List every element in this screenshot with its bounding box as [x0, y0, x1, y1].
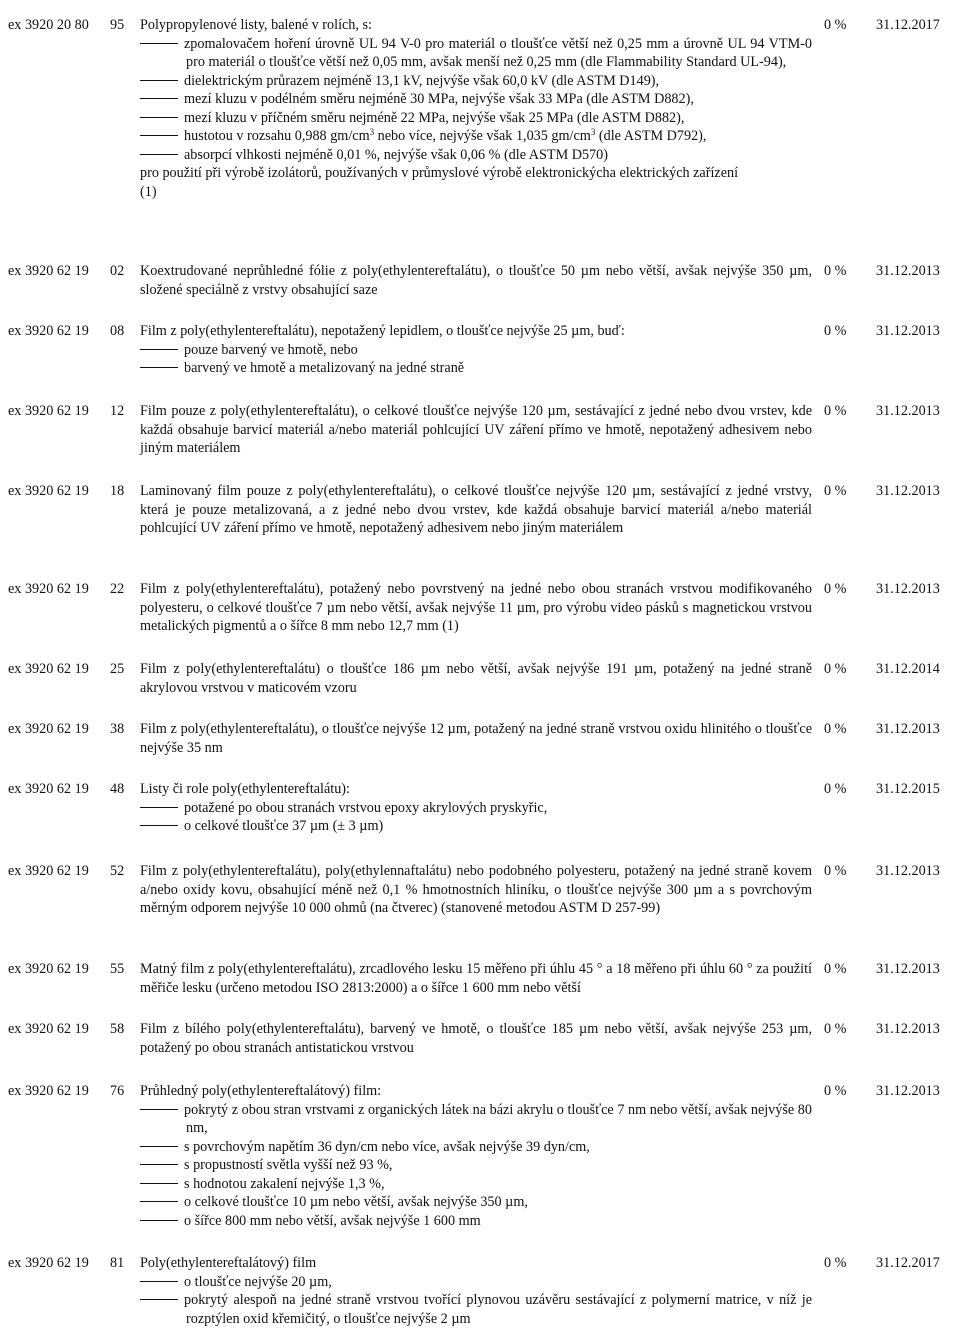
taric-subdivision: 52: [110, 863, 125, 879]
duty-rate: 0 %: [824, 581, 847, 597]
taric-subdivision: 12: [110, 403, 125, 419]
end-date: 31.12.2017: [876, 1255, 940, 1271]
end-date: 31.12.2013: [876, 961, 940, 977]
description: [140, 16, 812, 201]
end-date: 31.12.2013: [876, 721, 940, 737]
end-date: 31.12.2014: [876, 661, 940, 677]
description: [140, 262, 812, 299]
description-text: pro použití při výrobě izolátorů, používaných v průmyslové výrobě elektronickýcha elektrických zařízení: [140, 165, 739, 181]
taric-subdivision: 95: [110, 17, 125, 33]
end-date: 31.12.2013: [876, 1083, 940, 1099]
description-dash-item: o celkové tloušťce 10 µm nebo větší, avšak nejvýše 350 µm,: [140, 1193, 812, 1212]
description-text: Film z poly(ethylentereftalátu), nepotažený lepidlem, o tloušťce nejvýše 25 µm, buď:: [140, 323, 625, 339]
end-date: 31.12.2013: [876, 403, 940, 419]
description-dash-item: pokrytý z obou stran vrstvami z organických látek na bázi akrylu o tloušťce 7 nm nebo větší, avšak nejvýše 80 nm,: [140, 1101, 812, 1138]
description: [140, 580, 812, 636]
cn-code: ex 3920 62 19: [8, 863, 89, 879]
duty-rate: 0 %: [824, 17, 847, 33]
description-dash-item: potažené po obou stranách vrstvou epoxy akrylových pryskyřic,: [140, 799, 812, 818]
description: [140, 322, 812, 378]
description: [140, 482, 812, 538]
duty-rate: 0 %: [824, 403, 847, 419]
description: [140, 660, 812, 697]
description-text: Koextrudované neprůhledné fólie z poly(ethylentereftalátu), o tloušťce 50 µm nebo větší, avšak nejvýše 350 µm, složené speciálně z vrstvy obsahující saze: [140, 263, 812, 298]
taric-subdivision: 08: [110, 323, 125, 339]
description-dash-item: zpomalovačem hoření úrovně UL 94 V-0 pro materiál o tloušťce větší než 0,25 mm a úrovně UL 94 VTM-0 pro materiál o tloušťce větší než 0,05 mm, avšak menší než 0,25 mm (dle Flammability Standard UL-94),: [140, 35, 812, 72]
description-text: Laminovaný film pouze z poly(ethylentereftalátu), o celkové tloušťce nejvýše 120 µm, sestávající z jedné vrstvy, která je pouze metalizovaná, a z jedné nebo dvou vrstev, kde každá obsahuje barvicí materiál a/nebo materiál pohlcující UV záření přímo ve hmotě, nepotažený adhesivem nebo jiným materiálem: [140, 483, 812, 536]
cn-code: ex 3920 62 19: [8, 1255, 89, 1271]
description-text: Poly(ethylentereftalátový) film: [140, 1255, 317, 1271]
description-text: Polypropylenové listy, balené v rolích, s:: [140, 17, 372, 33]
description-dash-item: barvený ve hmotě a metalizovaný na jedné straně: [140, 359, 812, 378]
duty-rate: 0 %: [824, 1083, 847, 1099]
taric-subdivision: 18: [110, 483, 125, 499]
description-dash-item: pokrytý alespoň na jedné straně vrstvou tvořící plynovou uzávěru sestávající z polymerní matrice, v níž je rozptýlen oxid křemičitý, o tloušťce nejvýše 2 µm: [140, 1291, 812, 1328]
description-dash-item: o tloušťce nejvýše 20 µm,: [140, 1273, 812, 1292]
cn-code: ex 3920 62 19: [8, 581, 89, 597]
taric-subdivision: 25: [110, 661, 125, 677]
description: [140, 720, 812, 757]
description-dash-item: hustotou v rozsahu 0,988 $gm/cm^3$ nebo více, nejvýše však 1,035 $gm/cm^3$ (dle ASTM D792),: [140, 127, 812, 146]
end-date: 31.12.2013: [876, 581, 940, 597]
description-dash-item: o celkové tloušťce 37 µm (± 3 µm): [140, 817, 812, 836]
duty-rate: 0 %: [824, 661, 847, 677]
description-dash-item: pouze barvený ve hmotě, nebo: [140, 341, 812, 360]
taric-subdivision: 81: [110, 1255, 125, 1271]
description: [140, 402, 812, 458]
duty-rate: 0 %: [824, 263, 847, 279]
description-text: Film z bílého poly(ethylentereftalátu), barvený ve hmotě, o tloušťce 185 µm nebo větší, avšak nejvýše 253 µm, potažený po obou stranách antistatickou vrstvou: [140, 1021, 812, 1056]
description-dash-item: s propustností světla vyšší než 93 %,: [140, 1156, 812, 1175]
description-text: (1): [140, 183, 157, 200]
taric-subdivision: 38: [110, 721, 125, 737]
end-date: 31.12.2013: [876, 1021, 940, 1037]
taric-subdivision: 02: [110, 263, 125, 279]
cn-code: ex 3920 62 19: [8, 661, 89, 677]
description-dash-item: mezí kluzu v příčném směru nejméně 22 MPa, nejvýše však 25 MPa (dle ASTM D882),: [140, 109, 812, 128]
description-text: Film z poly(ethylentereftalátu), o tloušťce nejvýše 12 µm, potažený na jedné straně vrstvou oxidu hlinitého o tloušťce nejvýše 35 nm: [140, 721, 812, 756]
taric-subdivision: 22: [110, 581, 125, 597]
end-date: 31.12.2015: [876, 781, 940, 797]
description-dash-item: absorpcí vlhkosti nejméně 0,01 %, nejvýše však 0,06 % (dle ASTM D570): [140, 146, 812, 165]
description-text: Matný film z poly(ethylentereftalátu), zrcadlového lesku 15 měřeno při úhlu 45 ° a 18 měřeno při úhlu 60 ° za použití měřiče lesku (určeno metodou ISO 2813:2000) a o šířce 1 600 mm nebo větší: [140, 961, 812, 996]
cn-code: ex 3920 20 80: [8, 17, 89, 33]
description: [140, 862, 812, 918]
description-text: Film z poly(ethylentereftalátu), poly(ethylennaftalátu) nebo podobného polyesteru, potažený na jedné straně kovem a/nebo oxidy kovu, obsahující méně než 0,1 % hmotnostních hliníku, o tloušťce nejvýše 300 µm a s povrchovým měrným odporem nejvýše 10 000 ohmů (na čtverec) (stanovené metodou ASTM D 257-99): [140, 863, 812, 916]
description-text: Film z poly(ethylentereftalátu), potažený nebo povrstvený na jedné nebo obou stranách vrstvou modifikovaného polyesteru, o celkové tloušťce 7 µm nebo větší, avšak nejvýše 11 µm, pro výrobu video pásků s magnetickou vrstvou metalických pigmentů a o šířce 8 mm nebo 12,7 mm (1): [140, 581, 812, 634]
duty-rate: 0 %: [824, 781, 847, 797]
cn-code: ex 3920 62 19: [8, 1083, 89, 1099]
description-dash-item: s hodnotou zakalení nejvýše 1,3 %,: [140, 1175, 812, 1194]
duty-rate: 0 %: [824, 1255, 847, 1271]
cn-code: ex 3920 62 19: [8, 403, 89, 419]
description-dash-item: o šířce 800 mm nebo větší, avšak nejvýše 1 600 mm: [140, 1212, 812, 1231]
taric-subdivision: 76: [110, 1083, 125, 1099]
end-date: 31.12.2017: [876, 17, 940, 33]
end-date: 31.12.2013: [876, 483, 940, 499]
cn-code: ex 3920 62 19: [8, 1021, 89, 1037]
duty-rate: 0 %: [824, 721, 847, 737]
taric-subdivision: 55: [110, 961, 125, 977]
duty-rate: 0 %: [824, 323, 847, 339]
end-date: 31.12.2013: [876, 863, 940, 879]
description: [140, 780, 812, 836]
description-dash-item: mezí kluzu v podélném směru nejméně 30 MPa, nejvýše však 33 MPa (dle ASTM D882),: [140, 90, 812, 109]
description-text: Průhledný poly(ethylentereftalátový) film:: [140, 1083, 382, 1099]
cn-code: ex 3920 62 19: [8, 483, 89, 499]
description-text: Film pouze z poly(ethylentereftalátu), o celkové tloušťce nejvýše 120 µm, sestávající z jedné nebo dvou vrstev, kde každá obsahuje barvicí materiál a/nebo materiál pohlcující UV záření přímo ve hmotě, nepotažený adhesivem nebo jiným materiálem: [140, 403, 812, 456]
description: [140, 960, 812, 997]
description-dash-item: dielektrickým průrazem nejméně 13,1 kV, nejvýše však 60,0 kV (dle ASTM D149),: [140, 72, 812, 91]
description: [140, 1254, 812, 1328]
cn-code: ex 3920 62 19: [8, 263, 89, 279]
taric-subdivision: 58: [110, 1021, 125, 1037]
end-date: 31.12.2013: [876, 263, 940, 279]
description: [140, 1082, 812, 1230]
taric-subdivision: 48: [110, 781, 125, 797]
description-dash-item: s povrchovým napětím 36 dyn/cm nebo více, avšak nejvýše 39 dyn/cm,: [140, 1138, 812, 1157]
cn-code: ex 3920 62 19: [8, 721, 89, 737]
cn-code: ex 3920 62 19: [8, 323, 89, 339]
end-date: 31.12.2013: [876, 323, 940, 339]
duty-rate: 0 %: [824, 863, 847, 879]
duty-rate: 0 %: [824, 1021, 847, 1037]
cn-code: ex 3920 62 19: [8, 961, 89, 977]
duty-rate: 0 %: [824, 483, 847, 499]
cn-code: ex 3920 62 19: [8, 781, 89, 797]
description: [140, 1020, 812, 1057]
duty-rate: 0 %: [824, 961, 847, 977]
description-text: Film z poly(ethylentereftalátu) o tloušťce 186 µm nebo větší, avšak nejvýše 191 µm, potažený na jedné straně akrylovou vrstvou v maticovém vzoru: [140, 661, 812, 696]
description-text: Listy či role poly(ethylentereftalátu):: [140, 781, 350, 797]
